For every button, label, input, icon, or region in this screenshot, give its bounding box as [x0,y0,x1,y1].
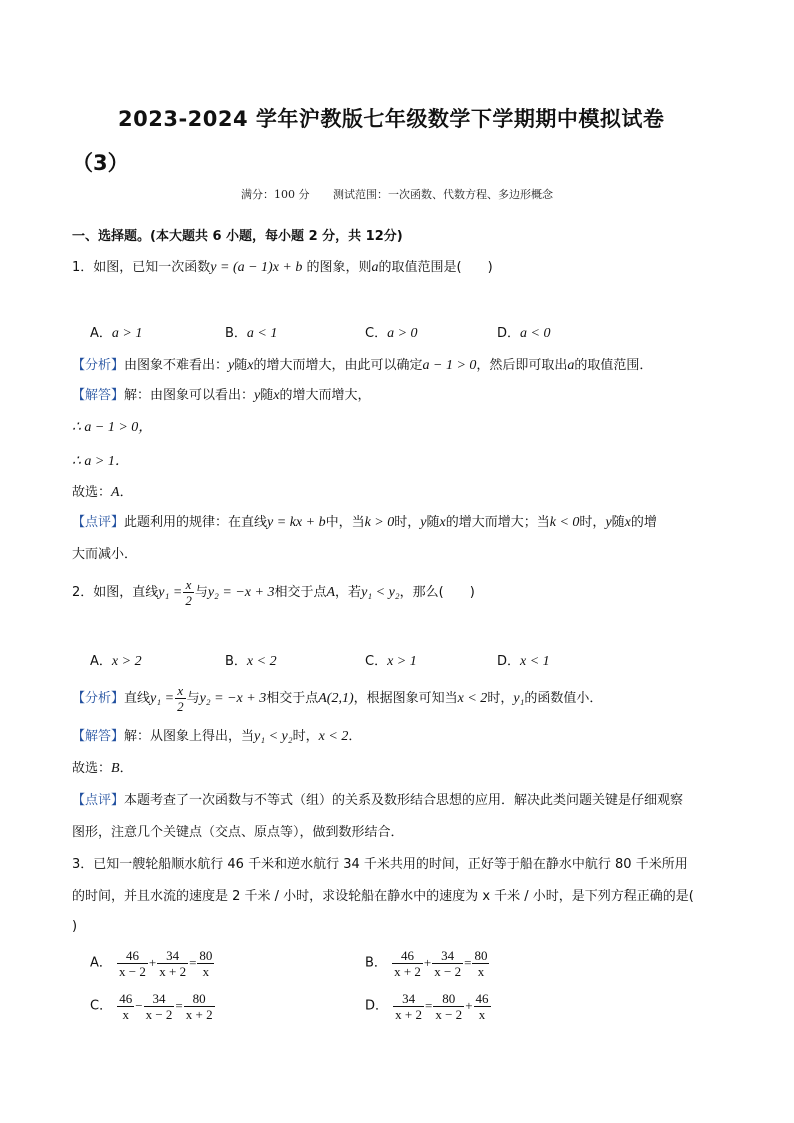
q2-comment-cont: 图形，注意几个关键点（交点、原点等），做到数形结合． [72,825,404,840]
q1-solution: 【解答】解：由图象可以看出：y随x的增大而增大， [72,388,371,403]
q3-stem-line3: ) [72,919,78,934]
section-heading: 一、选择题。(本大题共 6 小题，每小题 2 分，共 12分) [72,229,403,244]
q1-answer: 故选：A． [72,485,133,500]
q1-option-d: D．a < 0 [497,326,551,341]
q1-option-c: C．a > 0 [365,326,418,341]
q1-step-1: ∴ a − 1 > 0， [72,420,153,435]
q2-option-a: A．x > 2 [90,654,142,669]
q1-step-2: ∴ a > 1． [72,454,129,469]
q2-stem: 2．如图，直线y₁ = $\frac{x}{2}$ 与y₂ = −x + 3相交于点A，若y₁ < y₂，那么( ) [72,577,475,608]
page-title: 2023-2024 学年沪教版七年级数学下学期期中模拟试卷 [118,107,665,131]
q2-comment: 【点评】本题考查了一次函数与不等式（组）的关系及数形结合思想的应用．解决此类问题关键是仔细观察 [72,793,684,808]
q3-option-d: D． $\frac{34}{x + 2}$ = $\frac{80}{x - 2}$ + $\frac{46}{x}$ [365,990,489,1022]
q3-option-b: B． $\frac{46}{x + 2}$ + $\frac{34}{x - 2}$ = $\frac{80}{x}$ [365,947,488,979]
q2-answer: 故选：B． [72,761,133,776]
q3-option-a: A． $\frac{46}{x - 2}$ + $\frac{34}{x + 2}$ = $\frac{80}{x}$ [90,947,213,979]
full-score: 满分：100 分 [241,188,310,201]
q1-option-b: B．a < 1 [225,326,278,341]
q1-stem: 1．如图，已知一次函数y = (a − 1)x + b 的图象，则a的取值范围是( ) [72,260,493,275]
q3-option-c: C． $\frac{46}{x}$ − $\frac{34}{x - 2}$ = $\frac{80}{x + 2}$ [90,990,213,1022]
q1-comment-cont: 大而减小． [72,547,138,562]
exam-meta [0,186,794,202]
q2-solution: 【解答】解：从图象上得出，当y₁ < y₂时，x < 2． [72,729,362,744]
q1-comment: 【点评】此题利用的规律：在直线y = kx + b中，当k > 0时，y随x的增大而增大；当k < 0时，y随x的增 [72,515,657,530]
q2-option-d: D．x < 1 [497,654,550,669]
q1-analysis: 【分析】由图象不难看出：y随x的增大而增大，由此可以确定a − 1 > 0，然后即可取出a的取值范围． [72,358,653,373]
q3-stem-line1: 3．已知一艘轮船顺水航行 46 千米和逆水航行 34 千米共用的时间，正好等于船在静水中航行 80 千米所用 [72,857,688,872]
q2-analysis: 【分析】直线y₁ = $\frac{x}{2}$ 与y₂ = −x + 3相交于点A(2,1)，根据图象可知当x < 2时，y₁的函数值小． [72,683,603,714]
q2-option-b: B．x < 2 [225,654,277,669]
q2-option-c: C．x > 1 [365,654,417,669]
test-scope: 测试范围：一次函数、代数方程、多边形概念 [333,188,553,201]
q1-option-a: A．a > 1 [90,326,143,341]
q3-stem-line2: 的时间，并且水流的速度是 2 千米 / 小时，求设轮船在静水中的速度为 x 千米 / 小时，是下列方程正确的是( [72,889,694,904]
page-title-continuation: （3） [72,151,129,175]
